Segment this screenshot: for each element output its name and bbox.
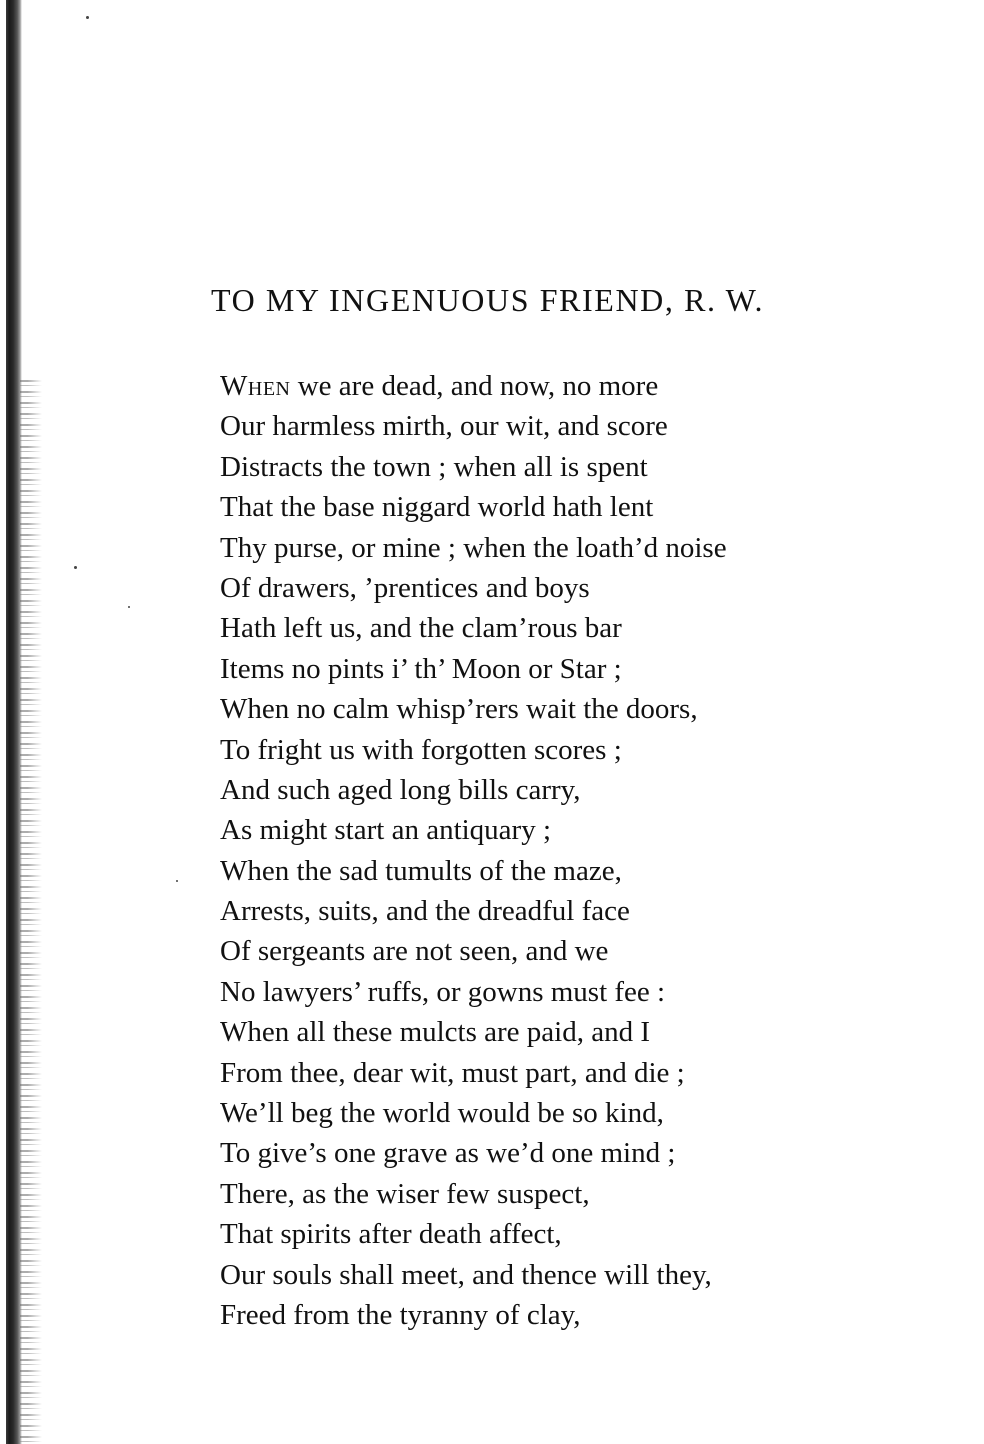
ink-speck <box>74 566 77 569</box>
poem-line: To give’s one grave as we’d one mind ; <box>220 1137 676 1170</box>
poem-line: Items no pints i’ th’ Moon or Star ; <box>220 652 622 685</box>
poem-line: Our harmless mirth, our wit, and score <box>220 410 668 443</box>
ink-speck <box>128 606 130 608</box>
poem-line-text: we are dead, and now, no more <box>290 370 659 402</box>
poem-body <box>220 366 727 1335</box>
poem-line: That spirits after death affect, <box>220 1218 562 1251</box>
poem-line: From thee, dear wit, must part, and die ; <box>220 1056 685 1089</box>
poem-line: There, as the wiser few suspect, <box>220 1177 590 1210</box>
poem-line: And such aged long bills carry, <box>220 773 581 806</box>
poem-title: TO MY INGENUOUS FRIEND, R. W. <box>211 282 765 318</box>
poem-line: Arrests, suits, and the dreadful face <box>220 895 630 928</box>
poem-line <box>220 366 727 406</box>
poem-line: When no calm whisp’rers wait the doors, <box>220 693 698 726</box>
ink-speck <box>86 16 89 19</box>
poem-line: That the base niggard world hath lent <box>220 491 654 524</box>
poem-line: Hath left us, and the clam’rous bar <box>220 612 622 645</box>
poem-line: When the sad tumults of the maze, <box>220 854 622 887</box>
poem-line: We’ll beg the world would be so kind, <box>220 1097 664 1130</box>
poem-line: Freed from the tyranny of clay, <box>220 1298 581 1331</box>
poem-line: To fright us with forgotten scores ; <box>220 733 622 766</box>
ink-speck <box>176 880 178 882</box>
poem-line: No lawyers’ ruffs, or gowns must fee : <box>220 975 666 1008</box>
page-edge-shadow <box>20 380 42 1444</box>
poem-line: Of drawers, ’prentices and boys <box>220 571 590 604</box>
poem-line: Our souls shall meet, and thence will they, <box>220 1258 712 1291</box>
poem-line: Thy purse, or mine ; when the loath’d noise <box>220 531 727 564</box>
poem-line: Distracts the town ; when all is spent <box>220 450 648 483</box>
poem-line: As might start an antiquary ; <box>220 814 552 847</box>
poem-line: When all these mulcts are paid, and I <box>220 1016 651 1049</box>
poem-line: Of sergeants are not seen, and we <box>220 935 609 968</box>
opening-word: When <box>220 370 291 402</box>
